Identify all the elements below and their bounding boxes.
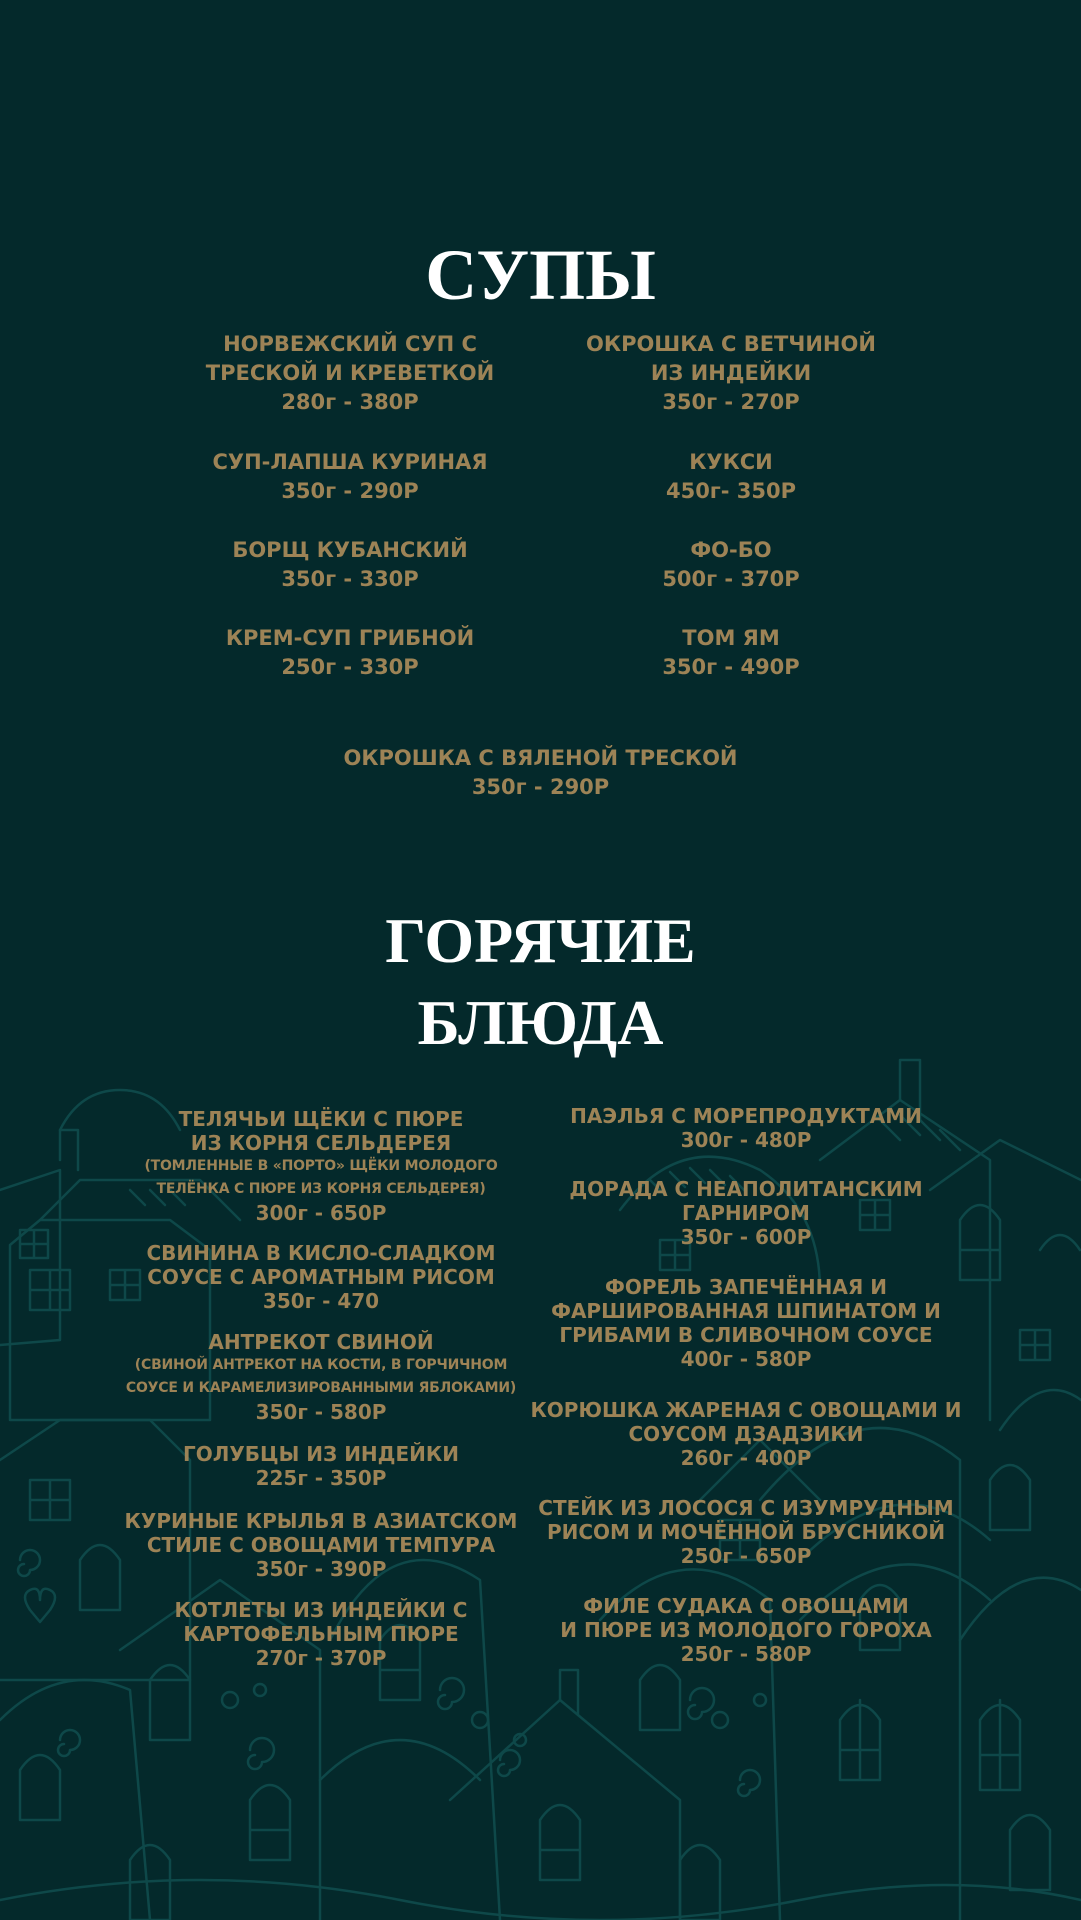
menu-item-name: ФИЛЕ СУДАКА С ОВОЩАМИ И ПЮРЕ ИЗ МОЛОДОГО ГОРОХА: [560, 1594, 932, 1642]
menu-item-name: ОКРОШКА С ВЕТЧИНОЙ ИЗ ИНДЕЙКИ: [586, 332, 876, 385]
menu-item-price: 350г - 600Р: [680, 1225, 812, 1249]
hot-dishes-title-line1: ГОРЯЧИЕ: [385, 905, 696, 976]
menu-item-price: 260г - 400Р: [680, 1446, 812, 1470]
menu-item-price: 270г - 370Р: [255, 1646, 387, 1670]
menu-item-name: НОРВЕЖСКИЙ СУП С ТРЕСКОЙ И КРЕВЕТКОЙ: [205, 332, 495, 385]
menu-item-price: 280г - 380Р: [281, 390, 419, 414]
menu-item-price: 250г - 650Р: [680, 1544, 812, 1568]
menu-item-name: КРЕМ-СУП ГРИБНОЙ: [225, 626, 475, 650]
menu-item-name: КУРИНЫЕ КРЫЛЬЯ В АЗИАТСКОМ СТИЛЕ С ОВОЩАМИ ТЕМПУРА: [124, 1509, 518, 1557]
hot-dishes-title-line2: БЛЮДА: [417, 987, 664, 1058]
menu-item-price: 450г- 350Р: [665, 479, 797, 503]
menu-item: [571, 448, 891, 506]
menu-item: [120, 1442, 522, 1490]
menu-item-price: 500г - 370Р: [662, 567, 800, 591]
menu-item: [120, 1509, 522, 1581]
hot-dishes-title: [0, 900, 1081, 1064]
menu-item: [530, 1594, 962, 1666]
menu-item: [571, 536, 891, 594]
menu-item-price: 350г - 270Р: [662, 390, 800, 414]
menu-item: [530, 1496, 962, 1568]
soups-title: СУПЫ: [425, 235, 656, 315]
menu-item-name: АНТРЕКОТ СВИНОЙ: [208, 1330, 434, 1354]
menu-item-price: 350г - 490Р: [662, 655, 800, 679]
menu-item-name: БОРЩ КУБАНСКИЙ: [232, 538, 468, 562]
menu-item-price: 350г - 470: [262, 1289, 380, 1313]
menu-item: [530, 1398, 962, 1470]
menu-item-name: ОКРОШКА С ВЯЛЕНОЙ ТРЕСКОЙ: [343, 746, 738, 770]
menu-item-name: КОТЛЕТЫ ИЗ ИНДЕЙКИ С КАРТОФЕЛЬНЫМ ПЮРЕ: [174, 1598, 468, 1646]
menu-item-name: ТЕЛЯЧЬИ ЩЁКИ С ПЮРЕ ИЗ КОРНЯ СЕЛЬДЕРЕЯ: [178, 1107, 464, 1155]
menu-item-price: 300г - 650Р: [255, 1201, 387, 1225]
menu-item-description: (СВИНОЙ АНТРЕКОТ НА КОСТИ, В ГОРЧИЧНОМ СОУСЕ И КАРАМЕЛИЗИРОВАННЫМИ ЯБЛОКАМИ): [125, 1357, 517, 1396]
menu-item-price: 300г - 480Р: [680, 1128, 812, 1152]
menu-item: [300, 744, 781, 802]
menu-item-price: 350г - 290Р: [471, 775, 610, 799]
menu-item: [190, 448, 510, 506]
menu-item-price: 250г - 580Р: [680, 1642, 812, 1666]
menu-item-name: КОРЮШКА ЖАРЕНАЯ С ОВОЩАМИ И СОУСОМ ДЗАДЗИКИ: [530, 1398, 962, 1446]
menu-item: [120, 1598, 522, 1670]
menu-item-name: ТОМ ЯМ: [682, 626, 780, 650]
menu-item: [190, 624, 510, 682]
menu-item-price: 225г - 350Р: [255, 1466, 387, 1490]
menu-item-name: ФО-БО: [690, 538, 772, 562]
menu-item-name: ФОРЕЛЬ ЗАПЕЧЁННАЯ И ФАРШИРОВАННАЯ ШПИНАТОМ И ГРИБАМИ В СЛИВОЧНОМ СОУСЕ: [551, 1275, 941, 1347]
menu-item: [190, 330, 510, 417]
menu-item: [530, 1275, 962, 1371]
menu-item: [120, 1107, 522, 1225]
menu-item: [530, 1104, 962, 1152]
menu-item: [530, 1177, 962, 1249]
menu-item: [571, 624, 891, 682]
menu-item: [190, 536, 510, 594]
menu-item-name: ГОЛУБЦЫ ИЗ ИНДЕЙКИ: [183, 1442, 459, 1466]
menu-item-name: КУКСИ: [689, 450, 773, 474]
menu-item-price: 350г - 390Р: [255, 1557, 387, 1581]
menu-item: [120, 1330, 522, 1424]
menu-item-name: СВИНИНА В КИСЛО-СЛАДКОМ СОУСЕ С АРОМАТНЫМ РИСОМ: [146, 1241, 496, 1289]
menu-item: [571, 330, 891, 417]
menu-item-price: 400г - 580Р: [680, 1347, 812, 1371]
menu-item-name: СТЕЙК ИЗ ЛОСОСЯ С ИЗУМРУДНЫМ РИСОМ И МОЧЁННОЙ БРУСНИКОЙ: [538, 1496, 954, 1544]
menu-item-name: СУП-ЛАПША КУРИНАЯ: [212, 450, 488, 474]
menu-item-price: 250г - 330Р: [281, 655, 419, 679]
menu-item-name: ПАЭЛЬЯ С МОРЕПРОДУКТАМИ: [570, 1104, 922, 1128]
menu-item-price: 350г - 330Р: [281, 567, 419, 591]
menu-item-name: ДОРАДА С НЕАПОЛИТАНСКИМ ГАРНИРОМ: [569, 1177, 923, 1225]
menu-item-price: 350г - 580Р: [255, 1400, 387, 1424]
menu-item-price: 350г - 290Р: [281, 479, 419, 503]
menu-item: [120, 1241, 522, 1313]
menu-item-description: (ТОМЛЕННЫЕ В «ПОРТО» ЩЁКИ МОЛОДОГО ТЕЛЁНКА С ПЮРЕ ИЗ КОРНЯ СЕЛЬДЕРЕЯ): [144, 1158, 498, 1197]
